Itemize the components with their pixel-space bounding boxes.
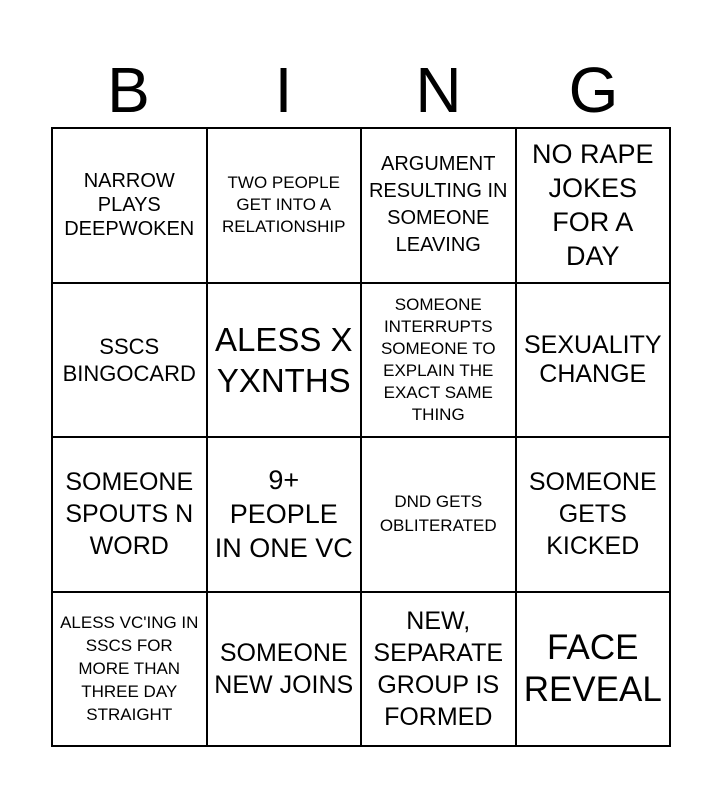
cell-text: ARGUMENT RESULTING IN SOMEONE LEAVING bbox=[368, 153, 508, 257]
cell-text: ALESS X YXNTHS bbox=[214, 320, 353, 399]
cell-text: TWO PEOPLE GET INTO A RELATIONSHIP bbox=[222, 173, 346, 237]
bingo-cell[interactable] bbox=[208, 129, 363, 284]
bingo-cell[interactable] bbox=[53, 284, 208, 439]
cell-text: ALESS VC'ING IN SSCS FOR MORE THAN THREE DAY STRAIGHT bbox=[60, 613, 199, 725]
cell-text: NO RAPE JOKES FOR A DAY bbox=[531, 139, 654, 272]
header-letter-n: N bbox=[415, 54, 462, 126]
cell-text: SSCS BINGOCARD bbox=[62, 333, 196, 386]
cell-text: SEXUALITY CHANGE bbox=[523, 330, 662, 388]
bingo-cell[interactable] bbox=[362, 593, 517, 748]
bingo-cell[interactable] bbox=[53, 593, 208, 748]
bingo-cell[interactable] bbox=[517, 129, 672, 284]
bingo-cell[interactable] bbox=[517, 593, 672, 748]
bingo-cell[interactable] bbox=[208, 438, 363, 593]
bingo-cell[interactable] bbox=[208, 284, 363, 439]
header-letter-i: I bbox=[274, 54, 293, 126]
header-letter-g: G bbox=[568, 54, 619, 126]
bingo-cell[interactable] bbox=[517, 284, 672, 439]
cell-text: SOMEONE SPOUTS N WORD bbox=[65, 468, 194, 561]
cell-text: NARROW PLAYS DEEPWOKEN bbox=[64, 170, 195, 241]
bingo-cell[interactable] bbox=[517, 438, 672, 593]
bingo-grid bbox=[51, 127, 671, 747]
cell-text: FACE REVEAL bbox=[523, 627, 662, 709]
cell-text: DND GETS OBLITERATED bbox=[379, 492, 497, 536]
bingo-cell[interactable] bbox=[362, 438, 517, 593]
cell-text: 9+ PEOPLE IN ONE VC bbox=[214, 465, 353, 564]
header-letter-b: B bbox=[107, 54, 150, 126]
cell-text: NEW, SEPARATE GROUP IS FORMED bbox=[373, 606, 504, 731]
bingo-header bbox=[51, 52, 671, 128]
bingo-cell[interactable] bbox=[53, 129, 208, 284]
cell-text: SOMEONE GETS KICKED bbox=[528, 468, 657, 561]
bingo-cell[interactable] bbox=[208, 593, 363, 748]
bingo-cell[interactable] bbox=[53, 438, 208, 593]
bingo-cell[interactable] bbox=[362, 284, 517, 439]
cell-text: SOMEONE NEW JOINS bbox=[214, 638, 354, 699]
cell-text: SOMEONE INTERRUPTS SOMEONE TO EXPLAIN THE EXACT SAME THING bbox=[380, 294, 496, 424]
bingo-cell[interactable] bbox=[362, 129, 517, 284]
